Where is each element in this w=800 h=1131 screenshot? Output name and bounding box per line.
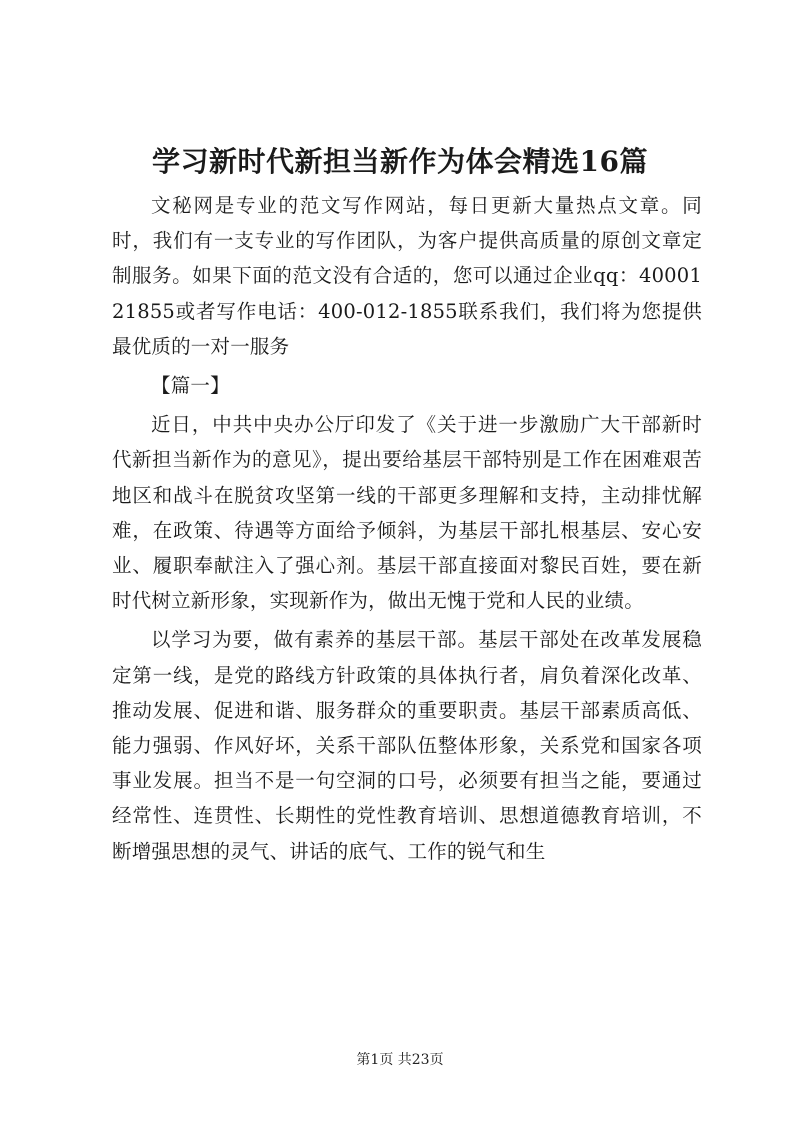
document-title: 学习新时代新担当新作为体会精选16篇 <box>152 145 648 178</box>
document-body <box>112 188 702 873</box>
body-paragraph-2: 以学习为要，做有素养的基层干部。基层干部处在改革发展稳定第一线，是党的路线方针政策的具体执行者，肩负着深化改革、推动发展、促进和谐、服务群众的重要职责。基层干部素质高低、能力强弱、作风好坏，关系干部队伍整体形象，关系党和国家各项事业发展。担当不是一句空洞的口号，必须要有担当之能，要通过经常性、连贯性、长期性的党性教育培训、思想道德教育培训，不断增强思想的灵气、讲话的底气、工作的锐气和生 <box>112 628 702 863</box>
intro-paragraph: 文秘网是专业的范文写作网站，每日更新大量热点文章。同时，我们有一支专业的写作团队，为客户提供高质量的原创文章定制服务。如果下面的范文没有合适的，您可以通过企业qq：4000121855或者写作电话：400-012-1855联系我们，我们将为您提供最优质的一对一服务 <box>112 194 702 358</box>
body-paragraph-1: 近日，中共中央办公厅印发了《关于进一步激励广大干部新时代新担当新作为的意见》，提出要给基层干部特别是工作在困难艰苦地区和战斗在脱贫攻坚第一线的干部更多理解和支持，主动排忧解难，在政策、待遇等方面给予倾斜，为基层干部扎根基层、安心安业、履职奉献注入了强心剂。基层干部直接面对黎民百姓，要在新时代树立新形象，实现新作为，做出无愧于党和人民的业绩。 <box>112 413 702 613</box>
page-number-footer: 第1页 共23页 <box>356 1052 444 1068</box>
section-heading: 【篇一】 <box>151 374 230 398</box>
